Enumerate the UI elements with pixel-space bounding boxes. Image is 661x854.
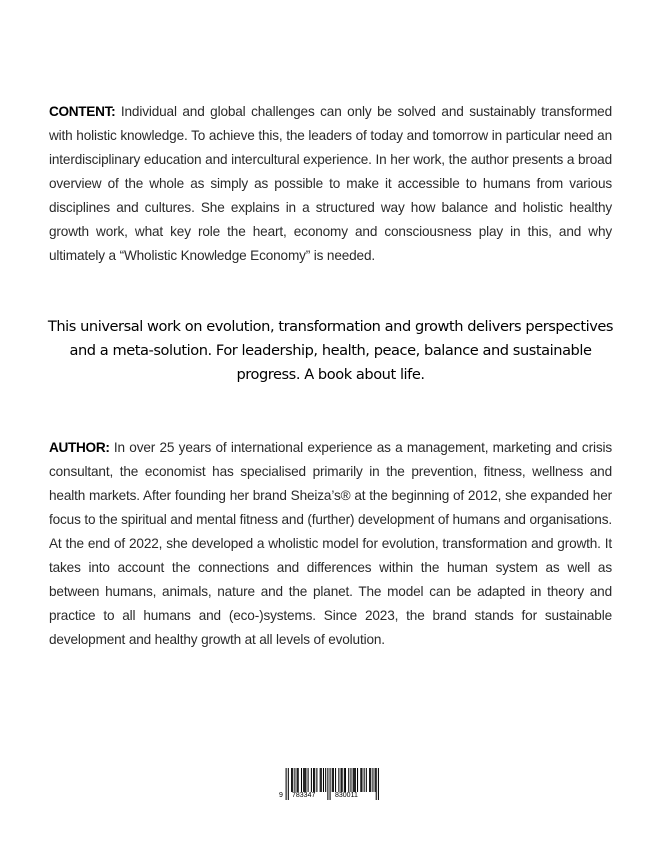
barcode-bar xyxy=(357,768,358,792)
barcode-left-digits: 783347 xyxy=(292,792,316,799)
content-paragraph xyxy=(49,100,612,268)
barcode-bar xyxy=(294,768,295,792)
barcode-bar xyxy=(320,768,321,792)
barcode-bar xyxy=(303,768,304,792)
barcode-bar xyxy=(361,768,362,792)
barcode-bar xyxy=(344,768,345,792)
barcode-bar xyxy=(335,768,336,792)
content-section xyxy=(49,100,612,268)
barcode-bar xyxy=(355,768,356,792)
barcode-bar xyxy=(350,768,351,792)
barcode-bar xyxy=(372,768,373,792)
barcode-right-digits: 830011 xyxy=(335,792,358,799)
author-paragraph xyxy=(49,436,612,652)
barcode-bar xyxy=(305,768,306,792)
barcode-bar xyxy=(321,768,322,792)
tagline-text: This universal work on evolution, transformation and growth delivers perspectives and a meta-solution. For leadership, health, peace, balance and sustainable progress. A book about life. xyxy=(47,318,614,383)
barcode-bar xyxy=(292,768,293,792)
content-text: Individual and global challenges can only be solved and sustainably transformed with holistic knowledge. To achieve this, the leaders of today and tomorrow in particular need an interdisciplinary education and intercultural experience. In her work, the author presents a broad overview of the whole as simply as possible to make it accessible to humans from various disciplines and cultures. She explains in a structured way how balance and holistic healthy growth work, what key role the heart, economy and consciousness play in this, and why ultimately a “Wholistic Knowledge Economy” is needed. xyxy=(49,104,612,263)
barcode-bar xyxy=(360,768,361,792)
barcode-bar xyxy=(342,768,343,792)
barcode-bar xyxy=(354,768,355,792)
tagline-section xyxy=(40,315,621,387)
author-section xyxy=(49,436,612,652)
author-text: In over 25 years of international experience as a management, marketing and crisis consultant, the economist has specialised primarily in the prevention, fitness, wellness and health markets. After founding her brand Sheiza’s® at the beginning of 2012, she expanded her focus to the spiritual and mental fitness and (further) development of humans and organisations. At the end of 2022, she developed a wholistic model for evolution, transformation and growth. It takes into account the connections and differences within the human system as well as between humans, animals, nature and the planet. The model can be adapted in theory and practice to all humans and (eco-)systems. Since 2023, the brand stands for sustainable development and healthy growth at all levels of evolution. xyxy=(49,440,612,647)
barcode-bar xyxy=(313,768,314,792)
barcode-bar xyxy=(297,768,298,792)
barcode-bar xyxy=(304,768,305,792)
barcode-bar xyxy=(314,768,315,792)
isbn-barcode xyxy=(279,768,379,802)
barcode-bar xyxy=(375,768,376,792)
barcode-bar xyxy=(330,768,331,800)
barcode-bar xyxy=(378,768,379,800)
barcode-bar xyxy=(353,768,354,792)
author-label: AUTHOR: xyxy=(49,440,110,455)
barcode-bar xyxy=(338,768,339,792)
barcode-bar xyxy=(301,768,302,792)
barcode-bar xyxy=(348,768,349,792)
barcode-bar xyxy=(291,768,292,792)
barcode-bar xyxy=(332,768,333,792)
barcode-bar xyxy=(286,768,287,800)
barcode-bar xyxy=(366,768,367,792)
barcode-bar xyxy=(341,768,342,792)
barcode-bar xyxy=(364,768,365,792)
barcode-bar xyxy=(323,768,324,792)
barcode-bar xyxy=(369,768,370,792)
barcode-bar xyxy=(327,768,328,800)
barcode-bar xyxy=(325,768,326,792)
barcode-bar xyxy=(333,768,334,792)
barcode-bar xyxy=(311,768,312,792)
barcode-bar xyxy=(316,768,317,792)
barcode-first-digit: 9 xyxy=(279,792,283,799)
barcode-bar xyxy=(370,768,371,792)
barcode-bar xyxy=(288,768,289,800)
content-label: CONTENT: xyxy=(49,104,116,119)
barcode-bar xyxy=(308,768,309,792)
barcode-bar xyxy=(345,768,346,792)
barcode-bar xyxy=(298,768,299,792)
barcode-bar xyxy=(376,768,377,800)
